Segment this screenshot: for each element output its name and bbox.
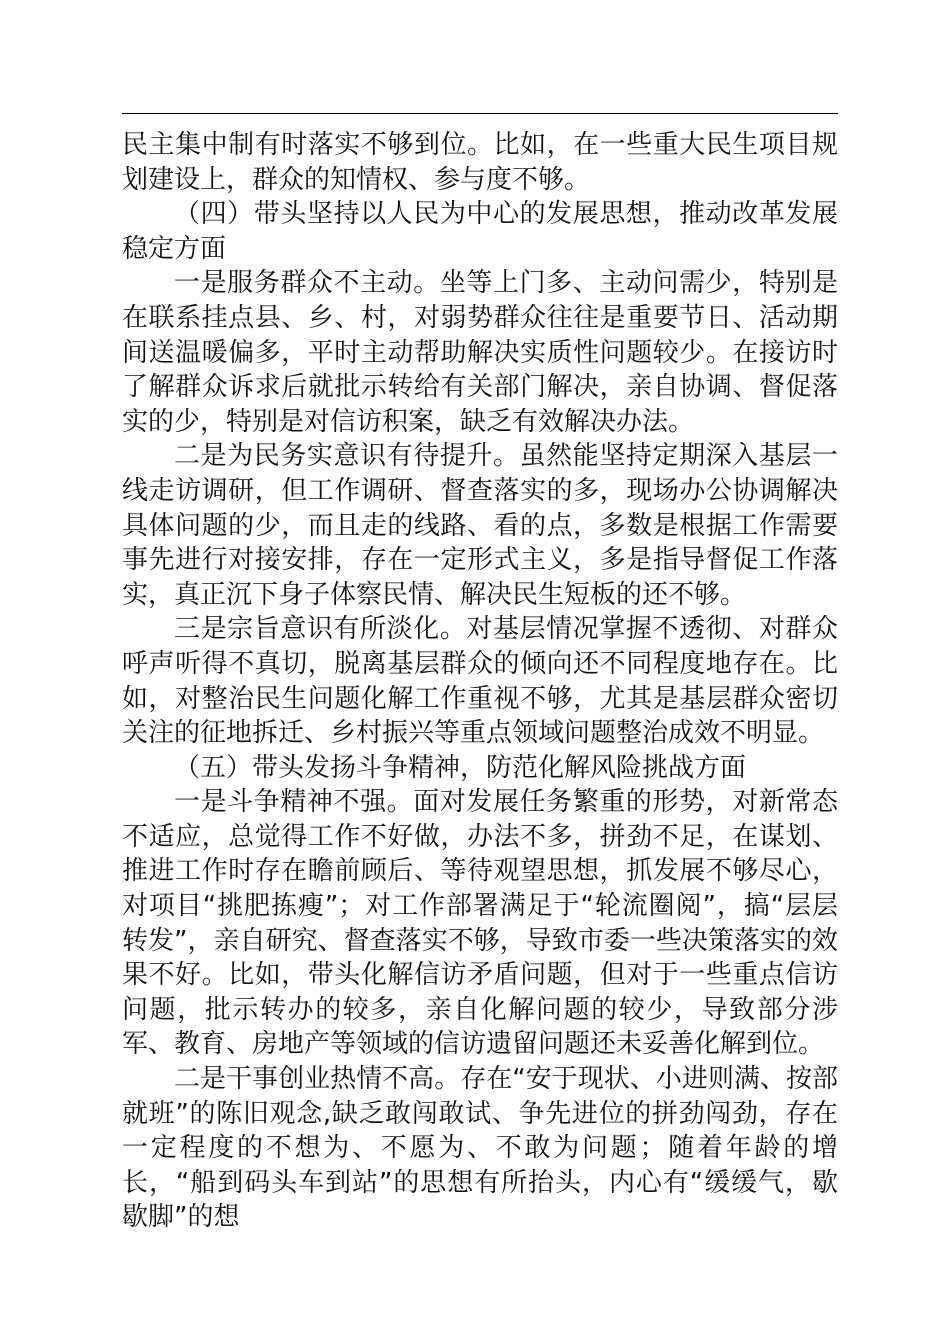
paragraph-purpose-awareness: 三是宗旨意识有所淡化。对基层情况掌握不透彻、对群众呼声听得不真切，脱离基层群众的倾向还不同程度地存在。比如，对整治民生问题化解工作重视不够，尤其是基层群众密切关注的征地拆迁、乡村振兴等重点领域问题整治成效不明显。 [122, 614, 838, 749]
paragraph-continuation: 民主集中制有时落实不够到位。比如，在一些重大民生项目规划建设上，群众的知情权、参与度不够。 [122, 130, 838, 195]
section-heading-five: （五）带头发扬斗争精神，防范化解风险挑战方面 [174, 752, 747, 783]
header-rule [122, 113, 838, 114]
paragraph-enthusiasm: 二是干事创业热情不高。存在“安于现状、小进则满、按部就班”的陈旧观念,缺乏敢闯敢试、争先进位的拼劲闯劲，存在一定程度的不想为、不愿为、不敢为问题；随着年龄的增长，“船到码头车到站”的思想有所抬头，内心有“缓缓气，歇歇脚”的想 [122, 1064, 838, 1233]
section-heading-four: （四）带头坚持以人民为中心的发展思想，推动改革发展稳定方面 [122, 199, 838, 264]
document-body [122, 128, 838, 1235]
paragraph-serve-masses: 一是服务群众不主动。坐等上门多、主动问需少，特别是在联系挂点县、乡、村，对弱势群众往往是重要节日、活动期间送温暖偏多，平时主动帮助解决实质性问题较少。在接访时了解群众诉求后就批示转给有关部门解决，亲自协调、督促落实的少，特别是对信访积案，缺乏有效解决办法。 [122, 268, 838, 437]
paragraph-pragmatic-awareness: 二是为民务实意识有待提升。虽然能坚持定期深入基层一线走访调研，但工作调研、督查落实的多，现场办公协调解决具体问题的少，而且走的线路、看的点，多数是根据工作需要事先进行对接安排，存在一定形式主义，多是指导督促工作落实，真正沉下身子体察民情、解决民生短板的还不够。 [122, 441, 838, 610]
paragraph-struggle-spirit: 一是斗争精神不强。面对发展任务繁重的形势，对新常态不适应，总觉得工作不好做，办法不多，拼劲不足，在谋划、推进工作时存在瞻前顾后、等待观望思想，抓发展不够尽心，对项目“挑肥拣瘦”；对工作部署满足于“轮流圈阅”，搞“层层转发”，亲自研究、督查落实不够，导致市委一些决策落实的效果不好。比如，带头化解信访矛盾问题，但对于一些重点信访问题，批示转办的较多，亲自化解问题的较少，导致部分涉军、教育、房地产等领域的信访遗留问题还未妥善化解到位。 [122, 787, 838, 1060]
